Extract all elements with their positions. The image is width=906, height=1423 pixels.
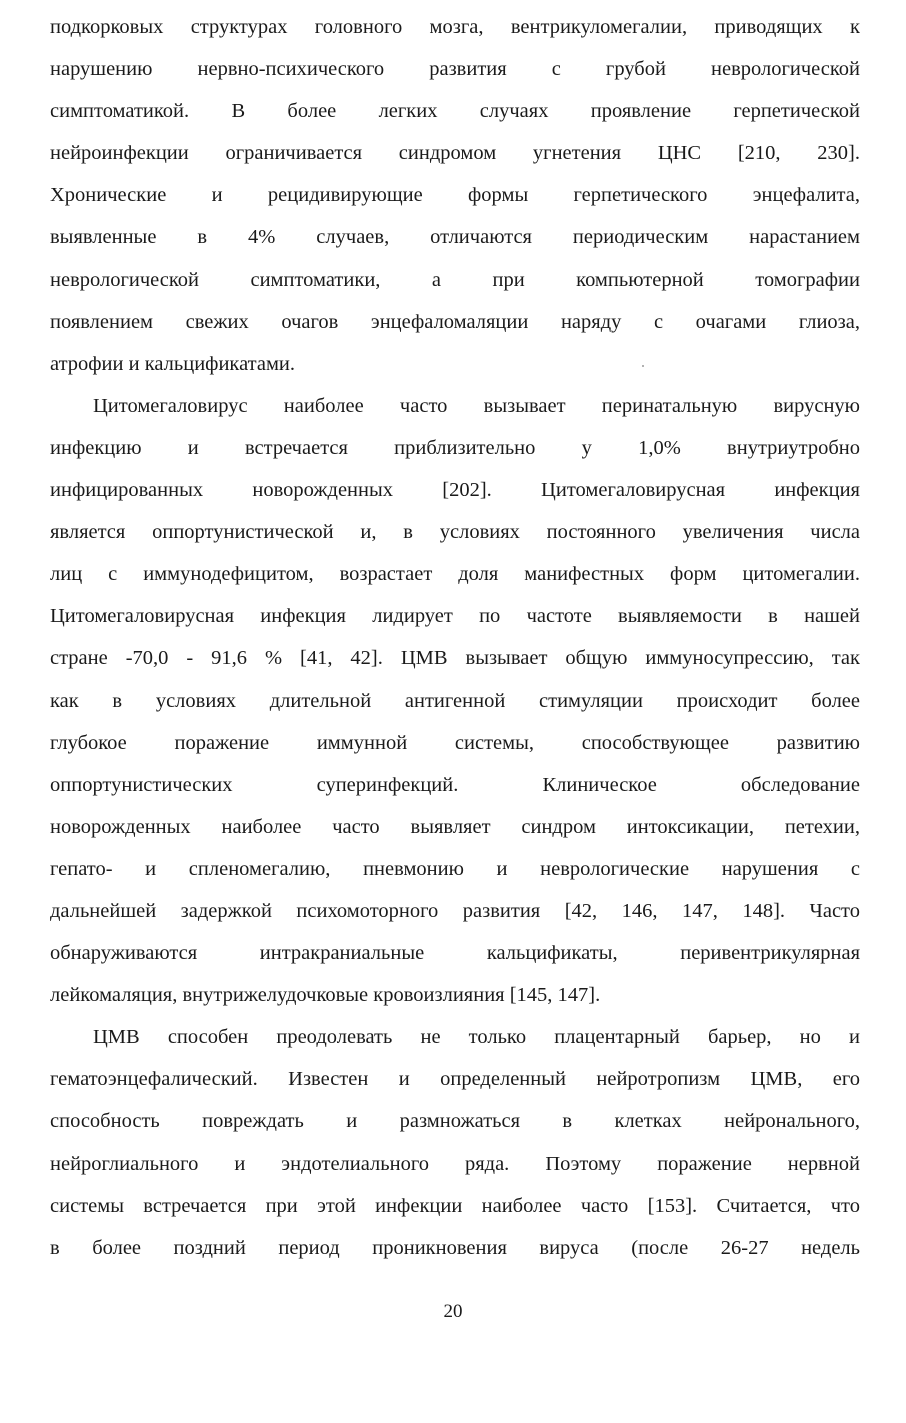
- text-line: Цитомегаловирус наиболее часто вызывает перинатальную вирусную: [93, 394, 860, 417]
- text-line: как в условиях длительной антигенной стимуляции происходит более: [50, 689, 860, 712]
- text-line: дальнейшей задержкой психомоторного развития [42, 146, 147, 148]. Часто: [50, 899, 860, 922]
- paragraph-herpes-continuation: [50, 6, 860, 385]
- text-line: атрофии и кальцификатами.: [50, 352, 296, 375]
- text-line: Цитомегаловирусная инфекция лидирует по частоте выявляемости в нашей: [50, 605, 860, 628]
- text-line: симптоматикой. В более легких случаях проявление герпетической: [50, 100, 860, 123]
- text-line: лейкомаляция, внутрижелудочковые кровоизлияния [145, 147].: [50, 984, 601, 1007]
- text-line: Хронические и рецидивирующие формы герпетического энцефалита,: [50, 184, 860, 207]
- text-line: гематоэнцефалический. Известен и определенный нейротропизм ЦМВ, его: [50, 1068, 860, 1091]
- page-number: 20: [443, 1301, 463, 1322]
- text-line: является оппортунистической и, в условиях постоянного увеличения числа: [50, 521, 860, 544]
- text-line: инфицированных новорожденных [202]. Цитомегаловирусная инфекция: [50, 479, 860, 502]
- text-line: системы встречается при этой инфекции наиболее часто [153]. Считается, что: [50, 1194, 860, 1217]
- text-line: в более поздний период проникновения вируса (после 26-27 недель: [50, 1236, 860, 1259]
- text-line: лиц с иммунодефицитом, возрастает доля манифестных форм цитомегалии.: [50, 563, 860, 586]
- scan-speck: [642, 365, 644, 367]
- text-line: способность повреждать и размножаться в клетках нейронального,: [50, 1110, 860, 1133]
- paragraph-cmv-neurotropism: [50, 1016, 860, 1269]
- text-line: новорожденных наиболее часто выявляет синдром интоксикации, петехии,: [50, 815, 860, 838]
- text-line: выявленные в 4% случаев, отличаются периодическим нарастанием: [50, 226, 860, 249]
- text-line: появлением свежих очагов энцефаломаляции наряду с очагами глиоза,: [50, 310, 860, 333]
- text-line: нейроинфекции ограничивается синдромом угнетения ЦНС [210, 230].: [50, 142, 860, 165]
- page-body: [50, 6, 860, 1269]
- paragraph-cytomegalovirus: [50, 385, 860, 1016]
- text-line: инфекцию и встречается приблизительно у 1,0% внутриутробно: [50, 436, 860, 459]
- text-line: нейроглиального и эндотелиального ряда. Поэтому поражение нервной: [50, 1152, 860, 1175]
- text-line: оппортунистических суперинфекций. Клиническое обследование: [50, 773, 860, 796]
- text-line: нарушению нервно-психического развития с грубой неврологической: [50, 58, 860, 81]
- text-line: подкорковых структурах головного мозга, вентрикуломегалии, приводящих к: [50, 16, 860, 38]
- text-line: ЦМВ способен преодолевать не только плацентарный барьер, но и: [93, 1026, 860, 1049]
- text-line: неврологической симптоматики, а при компьютерной томографии: [50, 268, 860, 291]
- text-line: обнаруживаются интракраниальные кальцификаты, перивентрикулярная: [50, 942, 860, 965]
- text-line: стране -70,0 - 91,6 % [41, 42]. ЦМВ вызывает общую иммуносупрессию, так: [50, 647, 860, 670]
- text-line: глубокое поражение иммунной системы, способствующее развитию: [50, 731, 860, 754]
- text-line: гепато- и спленомегалию, пневмонию и неврологические нарушения с: [50, 857, 860, 880]
